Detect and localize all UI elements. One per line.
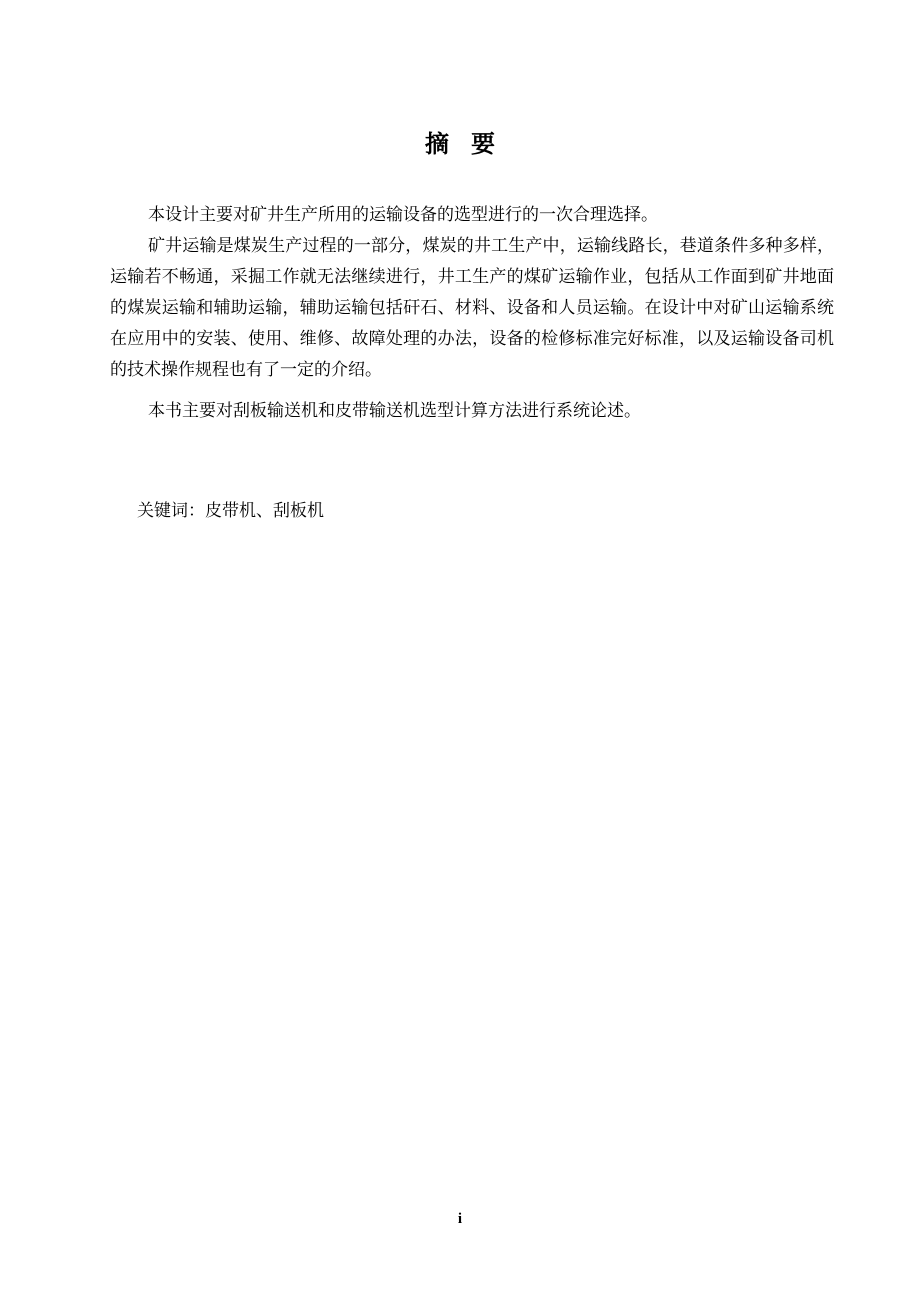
abstract-paragraph-2: 矿井运输是煤炭生产过程的一部分，煤炭的井工生产中，运输线路长，巷道条件多种多样，运输若不畅通，采掘工作就无法继续进行，井工生产的煤矿运输作业，包括从工作面到矿井地面的煤炭运输和辅助运输，辅助运输包括矸石、材料、设备和人员运输。在设计中对矿山运输系统在应用中的安装、使用、维修、故障处理的办法，设备的检修标准完好标准，以及运输设备司机的技术操作规程也有了一定的介绍。 — [110, 236, 834, 380]
abstract-body — [110, 200, 834, 427]
keywords-line: 关键词：皮带机、刮板机 — [137, 501, 324, 521]
abstract-paragraph-3: 本书主要对刮板输送机和皮带输送机选型计算方法进行系统论述。 — [148, 401, 641, 421]
abstract-title: 摘要 — [425, 129, 517, 158]
abstract-paragraph-1: 本设计主要对矿井生产所用的运输设备的选型进行的一次合理选择。 — [148, 205, 658, 225]
page-number: i — [457, 1211, 463, 1227]
